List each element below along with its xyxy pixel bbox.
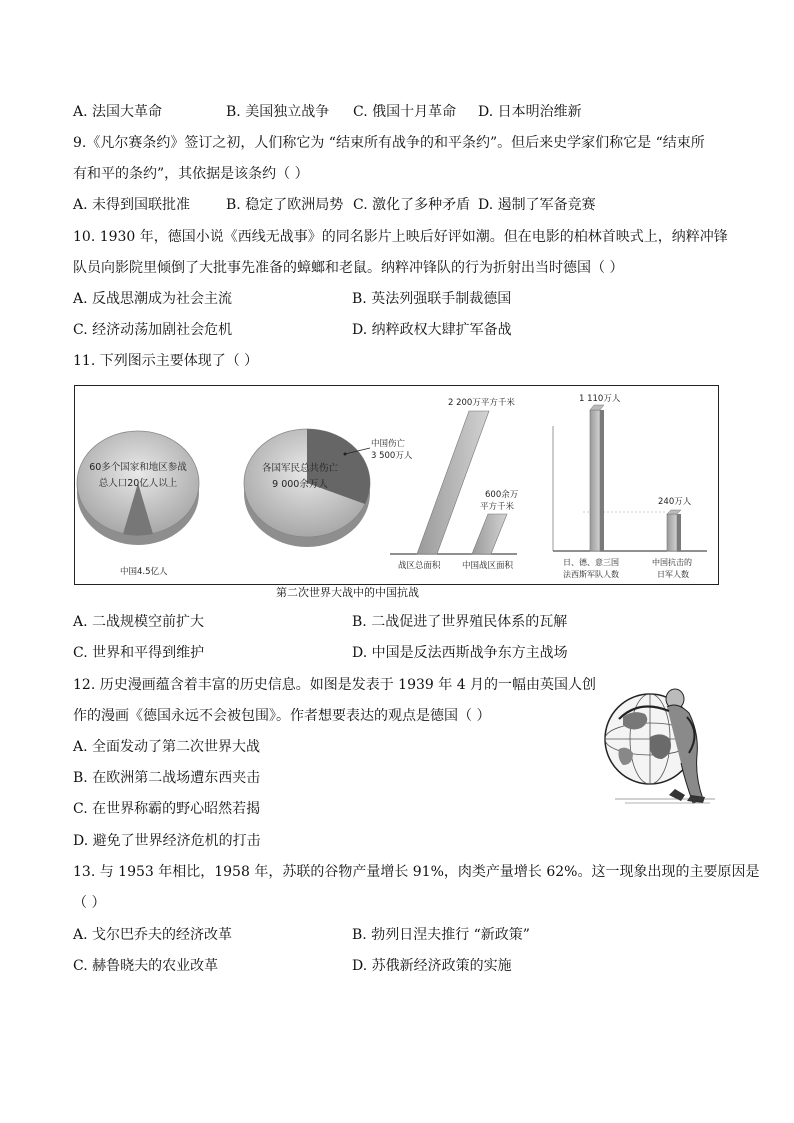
q10-stem-line2: 队员向影院里倾倒了大批事先准备的蟑螂和老鼠。纳粹冲锋队的行为折射出当时德国（ ） (73, 260, 624, 276)
bar-japanese-troops-axis1: 中国抗击的 (652, 558, 692, 567)
q8-option-c: C. 俄国十月革命 (353, 104, 457, 120)
bar-total-area (417, 411, 489, 554)
pie-casualties-china-label1: 中国伤亡 (371, 439, 406, 449)
bar-china-area-label2: 平方千米 (480, 502, 515, 512)
q12-option-a: A. 全面发动了第二次世界大战 (73, 739, 261, 755)
q13-stem-line2: （ ） (73, 895, 106, 911)
q9-stem-line1: 9.《凡尔赛条约》签订之初，人们称它为 “结束所有战争的和平条约”。但后来史学家们称它是 “结束所 (73, 135, 705, 151)
bar-japanese-troops-axis2: 日军人数 (657, 570, 689, 579)
q8-option-b: B. 美国独立战争 (226, 104, 330, 120)
q13-option-a: A. 戈尔巴乔夫的经济改革 (73, 927, 233, 943)
bar-fascist-troops-axis1: 日、德、意三国 (563, 558, 619, 567)
q11-stem: 11. 下列图示主要体现了（ ） (73, 353, 259, 369)
q10-option-a: A. 反战思潮成为社会主流 (73, 291, 233, 307)
bar-fascist-troops-axis2: 法西斯军队人数 (563, 570, 619, 579)
q12-option-c: C. 在世界称霸的野心昭然若揭 (73, 801, 261, 817)
bar-total-area-label: 2 200万平方千米 (448, 398, 515, 408)
q9-stem-line2: 有和平的条约”，其依据是该条约（ ） (73, 166, 309, 182)
q10-option-c: C. 经济动荡加剧社会危机 (73, 322, 233, 338)
bar-japanese-troops (667, 510, 681, 551)
q11-figure-caption: 第二次世界大战中的中国抗战 (276, 586, 419, 599)
pie-casualties-text1: 各国军民总共伤亡 (261, 463, 339, 474)
q9-option-b: B. 稳定了欧洲局势 (226, 197, 344, 213)
q10-option-d: D. 纳粹政权大肆扩军备战 (352, 322, 512, 338)
q9-option-d: D. 遏制了军备竞赛 (478, 197, 596, 213)
pie-population-china-label: 中国4.5亿人 (120, 567, 168, 577)
q10-stem-line1: 10. 1930 年，德国小说《西线无战事》的同名影片上映后好评如潮。但在电影的柏林首映式上，纳粹冲锋 (73, 229, 728, 245)
pie-casualties-china-label2: 3 500万人 (371, 451, 413, 461)
bar-china-area-label1: 600余万 (485, 490, 519, 500)
q11-option-a: A. 二战规模空前扩大 (73, 614, 205, 630)
q10-option-b: B. 英法列强联手制裁德国 (352, 291, 512, 307)
q12-option-d: D. 避免了世界经济危机的打击 (73, 833, 261, 849)
bar-china-area (472, 514, 507, 554)
pie-population (77, 431, 199, 577)
q12-option-b: B. 在欧洲第二战场遭东西夹击 (73, 770, 261, 786)
q8-option-a: A. 法国大革命 (73, 104, 163, 120)
bar-japanese-troops-label: 240万人 (658, 497, 692, 507)
q13-option-d: D. 苏俄新经济政策的实施 (352, 958, 512, 974)
q9-option-a: A. 未得到国联批准 (73, 197, 191, 213)
pie-population-text1: 60多个国家和地区参战 (89, 462, 187, 473)
pie-population-text2: 总人口20亿人以上 (98, 478, 178, 489)
area-bars (390, 397, 519, 571)
q11-figure (74, 385, 719, 585)
bar-total-area-axis: 战区总面积 (398, 561, 441, 571)
q11-figure-graphic (75, 386, 718, 584)
bar-fascist-troops (590, 405, 604, 551)
troop-bars (553, 393, 707, 579)
pie-casualties (244, 429, 413, 547)
q8-option-d: D. 日本明治维新 (478, 104, 582, 120)
q13-stem-line1: 13. 与 1953 年相比，1958 年，苏联的谷物产量增长 91%，肉类产量增长 62%。这一现象出现的主要原因是 (73, 864, 760, 880)
q13-option-b: B. 勃列日涅夫推行 “新政策” (352, 927, 530, 943)
q9-option-c: C. 激化了多种矛盾 (353, 197, 471, 213)
q12-stem-line2: 作的漫画《德国永远不会被包围》。作者想要表达的观点是德国（ ） (73, 708, 491, 724)
pie-casualties-text2: 9 000余万人 (272, 479, 328, 490)
bar-fascist-troops-label: 1 110万人 (579, 394, 621, 404)
q12-stem-line1: 12. 历史漫画蕴含着丰富的历史信息。如图是发表于 1939 年 4 月的一幅由英国人创 (73, 677, 597, 693)
q11-option-d: D. 中国是反法西斯战争东方主战场 (352, 645, 568, 661)
bar-china-area-axis: 中国战区面积 (462, 561, 514, 571)
q11-option-b: B. 二战促进了世界殖民体系的瓦解 (352, 614, 568, 630)
q12-cartoon-image (595, 677, 720, 812)
q13-option-c: C. 赫鲁晓夫的农业改革 (73, 958, 219, 974)
q11-option-c: C. 世界和平得到维护 (73, 645, 205, 661)
